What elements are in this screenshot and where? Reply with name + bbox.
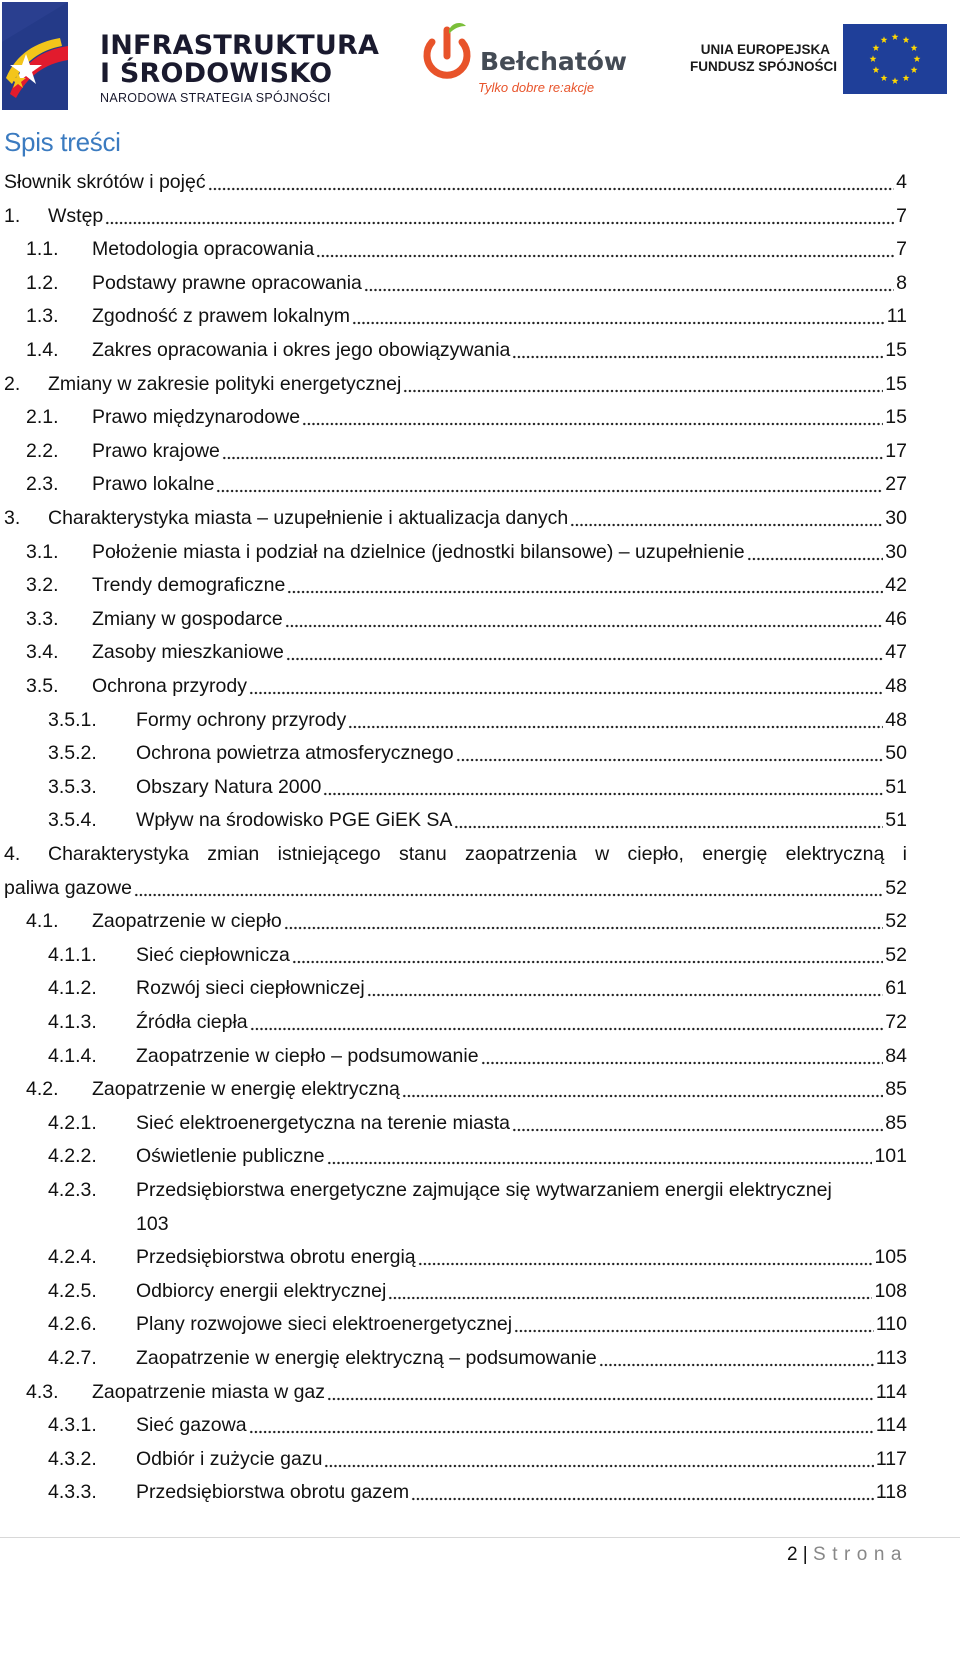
toc-dot-leader (514, 1307, 874, 1341)
toc-entry[interactable] (26, 904, 907, 938)
toc-entry-page: 85 (885, 1111, 907, 1134)
toc-entry[interactable] (48, 938, 907, 972)
toc-entry-title: Zakres opracowania i okres jego obowiązywania (92, 339, 511, 361)
toc-entry-title: Wstęp (48, 204, 104, 227)
toc-entry-title: Trendy demograficzne (92, 574, 286, 597)
toc-entry-page: 11 (886, 305, 907, 328)
toc-dot-leader (599, 1341, 874, 1375)
toc-dot-leader (352, 299, 885, 333)
toc-entry-number: 4.2.5. (48, 1279, 97, 1302)
eu-flag-icon (843, 24, 947, 94)
toc-entry-title: Przedsiębiorstwa energetyczne zajmujące się wytwarzaniem energii elektrycznej (136, 1179, 832, 1201)
toc-entry-page: 8 (896, 271, 907, 294)
toc-entry-number: 3.5.3. (48, 775, 97, 798)
toc-entry-title: Słownik skrótów i pojęć (4, 171, 206, 193)
toc-entry[interactable] (48, 971, 907, 1005)
toc-entry-title: Wpływ na środowisko PGE GiEK SA (136, 809, 453, 832)
toc-entry-page: 30 (885, 507, 907, 529)
toc-entry-title: Źródła ciepła (136, 1011, 248, 1033)
toc-entry-page: 105 (874, 1246, 907, 1269)
toc-entry-title: Ochrona powietrza atmosferycznego (136, 742, 454, 765)
toc-entry-page: 52 (885, 910, 907, 933)
toc-entry-number: 4.2.6. (48, 1313, 97, 1336)
toc-entry[interactable] (26, 669, 907, 703)
toc-entry[interactable] (26, 535, 907, 569)
toc-dot-leader (747, 535, 884, 569)
toc-entry-title: Zaopatrzenie w ciepło – podsumowanie (136, 1044, 479, 1067)
toc-entry[interactable] (26, 266, 907, 300)
belchatow-logo (418, 22, 627, 102)
toc-dot-leader (403, 367, 883, 401)
toc-dot-leader (418, 1240, 873, 1274)
belchatow-name: Bełchatów (480, 47, 627, 76)
toc-entry[interactable] (48, 1408, 907, 1442)
toc-entry-number: 4.2. (26, 1078, 59, 1101)
toc-dot-leader (286, 635, 883, 669)
toc-entry-title: Obszary Natura 2000 (136, 775, 322, 798)
toc-entry-number: 3.5. (26, 675, 59, 697)
toc-entry-title: Przedsiębiorstwa obrotu energią (136, 1246, 416, 1269)
toc-entry-page: 48 (885, 675, 907, 697)
toc-entry[interactable] (4, 165, 907, 199)
toc-entry-number: 4. (4, 843, 21, 865)
toc-entry-title: Charakterystyka miasta – uzupełnienie i aktualizacja danych (48, 507, 569, 529)
footer-separator: | (802, 1544, 808, 1565)
toc-entry-page: 103 (136, 1212, 169, 1235)
toc-entry-title: Prawo krajowe (92, 439, 220, 462)
toc-entry-title: Zmiany w zakresie polityki energetycznej (48, 372, 402, 395)
toc-entry-page: 85 (885, 1078, 907, 1101)
toc-entry[interactable] (4, 199, 907, 233)
toc-entry[interactable] (26, 299, 907, 333)
toc-entry-number: 3. (4, 507, 21, 529)
toc-entry[interactable] (48, 1442, 907, 1476)
logo-text-infrastruktura: INFRASTRUKTURA (100, 30, 380, 61)
toc-entry-page: 7 (896, 204, 907, 227)
toc-dot-leader (302, 400, 883, 434)
toc-entry-page: 84 (885, 1044, 907, 1067)
footer-divider (0, 1537, 960, 1538)
toc-entry[interactable] (48, 1307, 907, 1341)
toc-entry-number: 4.3.2. (48, 1447, 97, 1470)
toc-dot-leader (456, 736, 884, 770)
toc-entry-number: 1.4. (26, 339, 59, 361)
toc-entry-page: 4 (896, 171, 907, 193)
toc-entry[interactable] (48, 770, 907, 804)
toc-dot-leader (216, 467, 883, 501)
toc-entry[interactable] (26, 1375, 907, 1409)
toc-entry-title: Zgodność z prawem lokalnym (92, 305, 350, 328)
toc-entry-page: 117 (875, 1447, 907, 1470)
toc-entry-title: Zmiany w gospodarce (92, 607, 283, 630)
toc-entry-number: 4.2.3. (48, 1179, 97, 1201)
toc-dot-leader (512, 333, 883, 367)
toc-entry-number: 4.1. (26, 910, 59, 933)
toc-entry-title: Formy ochrony przyrody (136, 708, 347, 731)
toc-dot-leader (249, 669, 883, 703)
toc-entry[interactable] (26, 568, 907, 602)
toc-dot-leader (512, 1106, 883, 1140)
toc-entry-page: 118 (875, 1481, 907, 1504)
toc-entry-page: 7 (896, 238, 907, 261)
toc-entry-page: 52 (885, 876, 907, 899)
toc-entry-title: Charakterystyka zmian istniejącego stanu zaopatrzenia w ciepło, energię elektryczną i (48, 843, 907, 865)
toc-entry-page: 42 (885, 574, 907, 597)
toc-entry-number: 1. (4, 204, 21, 227)
toc-entry-page: 110 (875, 1313, 907, 1336)
footer-page-number: 2 (786, 1544, 798, 1565)
toc-entry-page: 15 (885, 406, 907, 429)
toc-dot-leader (316, 232, 894, 266)
toc-dot-leader (324, 1442, 873, 1476)
toc-title: Spis treści (4, 127, 121, 157)
toc-dot-leader (327, 1139, 873, 1173)
toc-entry-page: 113 (875, 1347, 907, 1369)
toc-dot-leader (364, 266, 894, 300)
toc-entry-title: Odbiór i zużycie gazu (136, 1447, 323, 1470)
toc-dot-leader (285, 602, 884, 636)
toc-dot-leader (284, 904, 884, 938)
toc-entry-number: 1.2. (26, 271, 59, 294)
toc-entry[interactable] (48, 803, 907, 837)
toc-dot-leader (287, 568, 883, 602)
toc-dot-leader (388, 1274, 872, 1308)
toc-entry-page: 114 (875, 1414, 907, 1437)
toc-entry-title: Sieć ciepłownicza (136, 943, 290, 966)
toc-dot-leader (292, 938, 883, 972)
toc-entry-number: 4.1.2. (48, 977, 97, 1000)
infrastruktura-i-srodowisko-logo (2, 2, 380, 114)
toc-entry[interactable] (26, 232, 907, 266)
toc-entry-number: 3.2. (26, 574, 59, 597)
toc-entry-page: 46 (885, 607, 907, 630)
toc-entry-title: Podstawy prawne opracowania (92, 271, 362, 294)
toc-entry-title: Zaopatrzenie w energię elektryczną – podsumowanie (136, 1347, 597, 1369)
toc-entry-title-continued: paliwa gazowe (4, 876, 132, 899)
toc-entry-number: 3.5.2. (48, 742, 97, 765)
toc-entry-title: Odbiorcy energii elektrycznej (136, 1279, 387, 1302)
toc-entry-number: 4.2.4. (48, 1246, 97, 1269)
toc-entry[interactable] (48, 1173, 907, 1207)
toc-entry-page: 30 (885, 540, 907, 563)
toc-entry-page: 47 (885, 641, 907, 664)
toc-entry-number: 4.2.1. (48, 1111, 97, 1134)
toc-entry[interactable] (48, 1240, 907, 1274)
toc-entry-page: 51 (885, 775, 907, 798)
toc-entry-title: Zaopatrzenie w ciepło (92, 910, 282, 933)
toc-dot-leader (570, 501, 883, 535)
toc-dot-leader (402, 1072, 883, 1106)
toc-entry-title: Zaopatrzenie miasta w gaz (92, 1380, 326, 1403)
toc-entry[interactable] (48, 1106, 907, 1140)
toc-entry-title: Zasoby mieszkaniowe (92, 641, 284, 664)
toc-entry-page: 15 (885, 372, 907, 395)
logo-text-nss: NARODOWA STRATEGIA SPÓJNOŚCI (100, 91, 331, 105)
toc-entry[interactable] (48, 1039, 907, 1073)
toc-entry-page: 48 (885, 708, 907, 731)
toc-entry[interactable] (26, 400, 907, 434)
toc-entry-number: 2.3. (26, 473, 59, 496)
toc-entry-number: 4.1.1. (48, 943, 97, 966)
toc-entry-number: 4.2.7. (48, 1347, 97, 1369)
toc-entry[interactable] (48, 736, 907, 770)
eu-cohesion-fund-logo (690, 24, 955, 100)
toc-entry-number: 3.5.1. (48, 708, 97, 731)
toc-dot-leader (249, 1408, 874, 1442)
toc-entry[interactable] (4, 501, 907, 535)
toc-dot-leader (105, 199, 894, 233)
toc-dot-leader (411, 1475, 874, 1509)
toc-entry[interactable] (48, 1139, 907, 1173)
toc-dot-leader (367, 971, 884, 1005)
toc-entry-page: 15 (885, 339, 907, 361)
toc-dot-leader (454, 803, 883, 837)
toc-entry[interactable] (26, 635, 907, 669)
toc-entry-page: 51 (885, 809, 907, 832)
toc-entry-page: 27 (885, 473, 907, 496)
page-header (0, 0, 960, 120)
toc-entry[interactable] (48, 703, 907, 737)
toc-entry-title: Plany rozwojowe sieci elektroenergetycznej (136, 1313, 513, 1336)
toc-entry-number: 2.2. (26, 439, 59, 462)
toc-entry-number: 4.3.1. (48, 1414, 97, 1437)
toc-entry[interactable] (48, 1005, 907, 1039)
toc-entry-title: Zaopatrzenie w energię elektryczną (92, 1078, 400, 1101)
toc-entry-page: 114 (875, 1380, 907, 1403)
toc-entry-number: 4.1.3. (48, 1011, 97, 1033)
toc-entry[interactable] (26, 1072, 907, 1106)
toc-entry-page: 17 (885, 439, 907, 462)
belchatow-power-icon (418, 22, 476, 84)
logo-text-srodowisko: I ŚRODOWISKO (100, 58, 333, 89)
toc-entry[interactable] (26, 467, 907, 501)
toc-entry-number: 2. (4, 372, 21, 395)
eu-text-line2: FUNDUSZ SPÓJNOŚCI (690, 59, 838, 74)
infrastruktura-emblem-icon (2, 2, 100, 112)
toc-entry[interactable] (26, 434, 907, 468)
toc-dot-leader (481, 1039, 884, 1073)
toc-dot-leader (323, 770, 883, 804)
toc-dot-leader (327, 1375, 874, 1409)
toc-entry-page: 61 (885, 977, 907, 1000)
toc-entry[interactable] (48, 1341, 907, 1375)
toc-entry-title: Rozwój sieci ciepłowniczej (136, 977, 365, 1000)
toc-entry[interactable] (4, 367, 907, 401)
toc-entry[interactable] (48, 1274, 907, 1308)
toc-entry[interactable] (4, 837, 907, 871)
toc-entry-title: Prawo międzynarodowe (92, 406, 301, 429)
toc-entry-number: 3.4. (26, 641, 59, 664)
toc-entry-number: 1.3. (26, 305, 59, 328)
toc-entry-number: 4.3. (26, 1380, 59, 1403)
toc-entry-title: Ochrona przyrody (92, 675, 247, 697)
toc-entry-page: 72 (885, 1011, 907, 1033)
eu-text-line1: UNIA EUROPEJSKA (700, 42, 830, 57)
toc-dot-leader (134, 871, 883, 905)
toc-dot-leader (208, 165, 895, 199)
toc-entry-number: 3.3. (26, 607, 59, 630)
toc-entry-page: 50 (885, 742, 907, 765)
toc-dot-leader (348, 703, 883, 737)
footer-page-word: Strona (813, 1544, 908, 1565)
toc-entry-page: 108 (874, 1279, 907, 1302)
belchatow-slogan: Tylko dobre re:akcje (478, 80, 595, 95)
toc-entry-title: Sieć gazowa (136, 1414, 247, 1437)
toc-entry-number: 4.3.3. (48, 1481, 97, 1504)
toc-entry-number: 1.1. (26, 238, 59, 261)
toc-entry-title: Prawo lokalne (92, 473, 215, 496)
toc-entry-number: 4.1.4. (48, 1044, 97, 1067)
toc-entry-title: Oświetlenie publiczne (136, 1145, 325, 1168)
toc-entry[interactable] (26, 602, 907, 636)
toc-entry-page: 101 (874, 1145, 907, 1168)
toc-entry-number: 3.1. (26, 540, 59, 563)
page-footer (787, 1544, 908, 1566)
toc-entry-continuation[interactable] (4, 871, 907, 905)
toc-entry[interactable] (26, 333, 907, 367)
toc-entry-page: 52 (885, 943, 907, 966)
toc-entry-title: Sieć elektroenergetyczna na terenie miasta (136, 1111, 510, 1134)
toc-entry-number: 4.2.2. (48, 1145, 97, 1168)
toc-entry[interactable] (48, 1475, 907, 1509)
toc-entry-number: 3.5.4. (48, 809, 97, 832)
toc-entry-title: Metodologia opracowania (92, 238, 315, 261)
toc-entry-number: 2.1. (26, 406, 59, 429)
toc-dot-leader (222, 434, 883, 468)
toc-dot-leader (250, 1005, 884, 1039)
toc-entry-title: Położenie miasta i podział na dzielnice (jednostki bilansowe) – uzupełnienie (92, 540, 745, 563)
toc-entry-title: Przedsiębiorstwa obrotu gazem (136, 1481, 410, 1504)
